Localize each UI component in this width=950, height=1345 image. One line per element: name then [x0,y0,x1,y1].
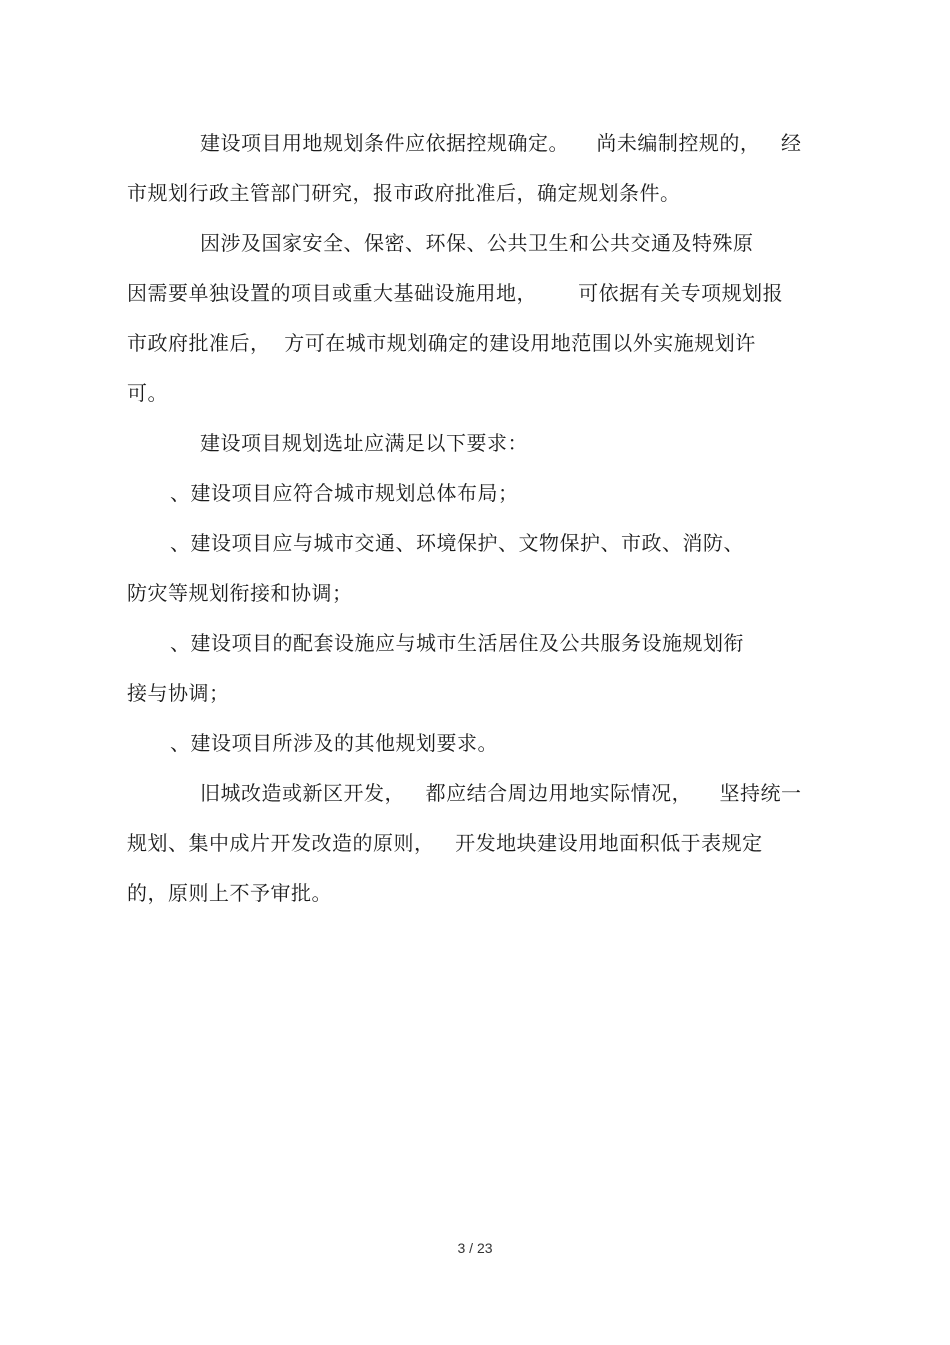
paragraph-1-line-1: 建设项目用地规划条件应依据控规确定。 尚未编制控规的， 经 [200,131,802,155]
requirement-4: 、建设项目所涉及的其他规划要求。 [170,731,498,755]
paragraph-3-line-1: 建设项目规划选址应满足以下要求： [200,431,528,455]
requirement-2-line-1: 、建设项目应与城市交通、环境保护、文物保护、市政、消防、 [170,531,744,555]
paragraph-4-line-3: 的，原则上不予审批。 [127,881,332,905]
paragraph-2-line-3: 市政府批准后， 方可在城市规划确定的建设用地范围以外实施规划许 [127,331,756,355]
requirement-3-line-1: 、建设项目的配套设施应与城市生活居住及公共服务设施规划衔 [170,631,744,655]
requirement-2-line-2: 防灾等规划衔接和协调； [127,581,353,605]
requirement-1: 、建设项目应符合城市规划总体布局； [170,481,519,505]
paragraph-2-line-1: 因涉及国家安全、保密、环保、公共卫生和公共交通及特殊原 [200,231,754,255]
paragraph-2-line-4: 可。 [127,381,168,405]
paragraph-4-line-2: 规划、集中成片开发改造的原则， 开发地块建设用地面积低于表规定 [127,831,763,855]
paragraph-4-line-1: 旧城改造或新区开发， 都应结合周边用地实际情况， 坚持统一 [200,781,802,805]
paragraph-2-line-2: 因需要单独设置的项目或重大基础设施用地， 可依据有关专项规划报 [127,281,784,305]
page-number: 3 / 23 [457,1240,493,1256]
paragraph-1-line-2: 市规划行政主管部门研究，报市政府批准后，确定规划条件。 [127,181,681,205]
requirement-3-line-2: 接与协调； [127,681,230,705]
